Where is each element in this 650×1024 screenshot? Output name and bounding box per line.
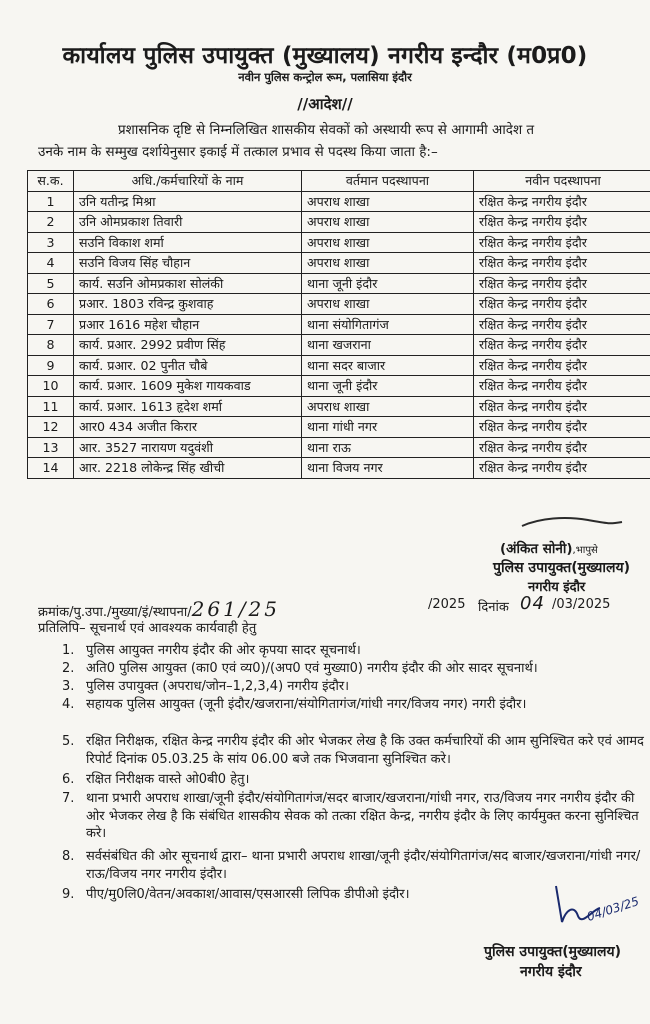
cell-new-posting: रक्षित केन्द्र नगरीय इंदौर	[474, 458, 650, 479]
cell-serial: 13	[28, 437, 74, 458]
bottom-designation: पुलिस उपायुक्त(मुख्यालय)	[484, 944, 621, 960]
cell-serial: 9	[28, 355, 74, 376]
cell-new-posting: रक्षित केन्द्र नगरीय इंदौर	[474, 253, 650, 274]
cell-current-posting: अपराध शाखा	[302, 396, 474, 417]
list-item	[62, 642, 650, 660]
list-item	[62, 886, 622, 904]
cell-name: प्रआर. 1803 रविन्द्र कुशवाह	[74, 294, 302, 315]
cell-serial: 14	[28, 458, 74, 479]
cell-new-posting: रक्षित केन्द्र नगरीय इंदौर	[474, 355, 650, 376]
table-row	[28, 376, 650, 397]
intro-line-2: उनके नाम के सम्मुख दर्शायेनुसार इकाई में तत्काल प्रभाव से पदस्थ किया जाता है:–	[38, 144, 438, 160]
list-item-text: थाना प्रभारी अपराध शाखा/जूनी इंदौर/संयोगितागंज/सदर बाजार/खजराना/गांधी नगर, राउ/विजय नगर नगरीय इंदौर की ओर भेजकर लेख है कि संबंधित शासकीय सेवक को तत्का रक्षित केन्द्र, नगरीय इंदौर के लिए कार्यमुक्त करना सुनिश्चित करे।	[86, 791, 639, 841]
cell-name: आर. 2218 लोकेन्द्र सिंह खीची	[74, 458, 302, 479]
cell-current-posting: अपराध शाखा	[302, 294, 474, 315]
cell-serial: 1	[28, 191, 74, 212]
table-row	[28, 253, 650, 274]
cell-serial: 11	[28, 396, 74, 417]
cell-serial: 12	[28, 417, 74, 438]
table-row	[28, 191, 650, 212]
cell-name: कार्य. सउनि ओमप्रकाश सोलंकी	[74, 273, 302, 294]
cell-name: उनि यतीन्द्र मिश्रा	[74, 191, 302, 212]
office-title: कार्यालय पुलिस उपायुक्त (मुख्यालय) नगरीय इन्दौर (म0प्र0)	[62, 43, 588, 69]
list-item-number: 7.	[62, 791, 75, 806]
cell-name: सउनि विजय सिंह चौहान	[74, 253, 302, 274]
table-body	[28, 191, 650, 478]
reference-year: /2025	[428, 597, 466, 612]
cell-name: कार्य. प्रआर. 1609 मुकेश गायकवाड	[74, 376, 302, 397]
cell-new-posting: रक्षित केन्द्र नगरीय इंदौर	[474, 191, 650, 212]
officer-location: नगरीय इंदौर	[528, 580, 586, 595]
list-item	[62, 771, 650, 789]
list-item-text: पुलिस उपायुक्त (अपराध/जोन–1,2,3,4) नगरीय इंदौर।	[86, 679, 350, 694]
cell-new-posting: रक्षित केन्द्र नगरीय इंदौर	[474, 396, 650, 417]
cell-current-posting: थाना विजय नगर	[302, 458, 474, 479]
cell-current-posting: अपराध शाखा	[302, 253, 474, 274]
list-item	[62, 848, 650, 884]
table-row	[28, 273, 650, 294]
cell-name: आर. 3527 नारायण यदुवंशी	[74, 437, 302, 458]
list-item-number: 5.	[62, 734, 75, 749]
list-item-text: पुलिस आयुक्त नगरीय इंदौर की ओर कृपया सादर सूचनार्थ।	[86, 643, 361, 658]
cell-current-posting: थाना सदर बाजार	[302, 355, 474, 376]
officer-name	[500, 539, 598, 557]
table-header-row	[28, 171, 650, 192]
list-item-text: रक्षित निरीक्षक, रक्षित केन्द्र नगरीय इंदौर की ओर भेजकर लेख है कि उक्त कर्मचारियों की आम सुनिश्चित करे एवं आमद रिपोर्ट दिनांक 05.03.25 के सांय 06.00 बजे तक भिजवाना सुनिश्चित करे।	[86, 734, 644, 767]
copy-to-label: प्रतिलिपि– सूचनार्थ एवं आवश्यक कार्यवाही हेतु	[38, 621, 257, 636]
officer-name-text: (अंकित सोनी)	[500, 541, 573, 557]
cell-new-posting: रक्षित केन्द्र नगरीय इंदौर	[474, 232, 650, 253]
list-item-text: पीए/मु0लि0/वेतन/अवकाश/आवास/एसआरसी लिपिक डीपीओ इंदौर।	[86, 887, 410, 902]
cell-name: प्रआर 1616 महेश चौहान	[74, 314, 302, 335]
cell-current-posting: थाना राऊ	[302, 437, 474, 458]
list-item	[62, 660, 650, 678]
cell-name: उनि ओमप्रकाश तिवारी	[74, 212, 302, 233]
cell-current-posting: अपराध शाखा	[302, 232, 474, 253]
cell-serial: 4	[28, 253, 74, 274]
table-row	[28, 437, 650, 458]
cell-new-posting: रक्षित केन्द्र नगरीय इंदौर	[474, 294, 650, 315]
list-item-text: सहायक पुलिस आयुक्त (जूनी इंदौर/खजराना/संयोगितागंज/गांधी नगर/विजय नगर) नगरी इंदौर।	[86, 697, 527, 712]
header-name: अधि./कर्मचारियों के नाम	[74, 171, 302, 192]
table-row	[28, 396, 650, 417]
list-item-number: 6.	[62, 772, 75, 787]
list-item	[62, 790, 650, 844]
officer-signature-scribble	[510, 508, 630, 538]
list-item-text: सर्वसंबंधित की ओर सूचनार्थ द्वारा– थाना प्रभारी अपराध शाखा/जूनी इंदौर/संयोगितागंज/सद बाजार/खजराना/गांधी नगर/ राऊ/विजय नगर नगरीय इंदौर।	[86, 849, 641, 882]
list-item-number: 9.	[62, 887, 75, 902]
list-item	[62, 733, 650, 769]
office-address: नवीन पुलिस कन्ट्रोल रूम, पलासिया इंदौर	[238, 70, 412, 84]
cell-serial: 3	[28, 232, 74, 253]
cell-serial: 8	[28, 335, 74, 356]
table-row	[28, 335, 650, 356]
date-month-year: /03/2025	[552, 597, 611, 612]
list-item-text: रक्षित निरीक्षक वास्ते ओ0बी0 हेतु।	[86, 772, 250, 787]
cell-new-posting: रक्षित केन्द्र नगरीय इंदौर	[474, 335, 650, 356]
list-item-number: 2.	[62, 661, 75, 676]
cell-name: आर0 434 अजीत किरार	[74, 417, 302, 438]
header-new-posting: नवीन पदस्थापना	[474, 171, 650, 192]
reference-prefix: क्रमांक/पु.उपा./मुख्या/इं/स्थापना/	[38, 605, 192, 620]
reference-handwritten-number: 261/25	[191, 597, 281, 621]
list-item-text: अति0 पुलिस आयुक्त (का0 एवं व्य0)/(अप0 एवं मुख्या0) नगरीय इंदौर की ओर सादर सूचनार्थ।	[86, 661, 538, 676]
cell-current-posting: अपराध शाखा	[302, 212, 474, 233]
table-row	[28, 458, 650, 479]
cell-current-posting: थाना जूनी इंदौर	[302, 376, 474, 397]
cell-name: कार्य. प्रआर. 1613 हृदेश शर्मा	[74, 396, 302, 417]
table-row	[28, 355, 650, 376]
transfer-table	[27, 170, 650, 479]
bottom-location: नगरीय इंदौर	[520, 964, 582, 980]
order-heading: //आदेश//	[297, 95, 353, 113]
officer-service-suffix: ,भापुसे	[572, 545, 598, 556]
cell-serial: 7	[28, 314, 74, 335]
list-item-number: 4.	[62, 697, 75, 712]
table-row	[28, 314, 650, 335]
cell-serial: 6	[28, 294, 74, 315]
officer-designation: पुलिस उपायुक्त(मुख्यालय)	[493, 560, 630, 576]
cell-current-posting: थाना संयोगितागंज	[302, 314, 474, 335]
header-serial: स.क.	[28, 171, 74, 192]
cell-current-posting: थाना जूनी इंदौर	[302, 273, 474, 294]
cell-new-posting: रक्षित केन्द्र नगरीय इंदौर	[474, 437, 650, 458]
date-day-handwritten: 04	[520, 593, 545, 614]
cell-current-posting: थाना खजराना	[302, 335, 474, 356]
list-item-number: 8.	[62, 849, 75, 864]
cell-serial: 2	[28, 212, 74, 233]
table-row	[28, 294, 650, 315]
cell-serial: 5	[28, 273, 74, 294]
list-item	[62, 696, 650, 732]
cell-name: सउनि विकाश शर्मा	[74, 232, 302, 253]
cell-serial: 10	[28, 376, 74, 397]
cell-new-posting: रक्षित केन्द्र नगरीय इंदौर	[474, 376, 650, 397]
handwritten-date: 04/03/25	[585, 894, 641, 924]
table-row	[28, 417, 650, 438]
list-item	[62, 678, 650, 696]
list-item-number: 1.	[62, 643, 75, 658]
header-current-posting: वर्तमान पदस्थापना	[302, 171, 474, 192]
cell-current-posting: थाना गांधी नगर	[302, 417, 474, 438]
cell-new-posting: रक्षित केन्द्र नगरीय इंदौर	[474, 314, 650, 335]
cell-new-posting: रक्षित केन्द्र नगरीय इंदौर	[474, 417, 650, 438]
table-row	[28, 232, 650, 253]
date-label: दिनांक	[478, 600, 509, 615]
cell-name: कार्य. प्रआर. 02 पुनीत चौबे	[74, 355, 302, 376]
cell-current-posting: अपराध शाखा	[302, 191, 474, 212]
intro-line-1: प्रशासनिक दृष्टि से निम्नलिखित शासकीय सेवकों को अस्थायी रूप से आगामी आदेश त	[118, 122, 535, 138]
cell-new-posting: रक्षित केन्द्र नगरीय इंदौर	[474, 273, 650, 294]
list-item-number: 3.	[62, 679, 75, 694]
cell-new-posting: रक्षित केन्द्र नगरीय इंदौर	[474, 212, 650, 233]
cell-name: कार्य. प्रआर. 2992 प्रवीण सिंह	[74, 335, 302, 356]
table-row	[28, 212, 650, 233]
